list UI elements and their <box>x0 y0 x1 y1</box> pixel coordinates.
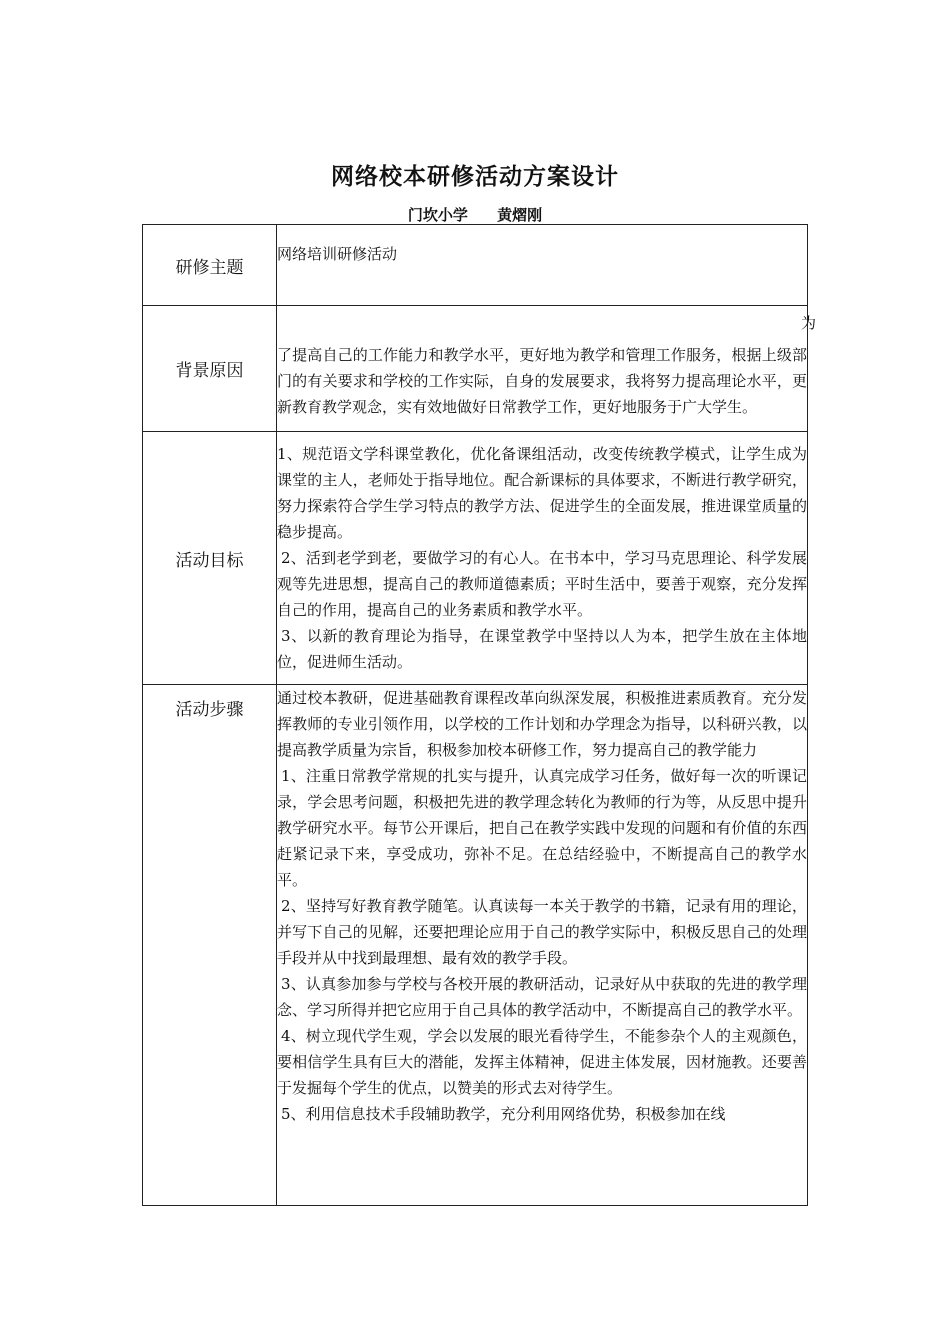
goal-item-2: 2、活到老学到老，要做学习的有心人。在书本中，学习马克思理论、科学发展观等先进思想，提高自己的教师道德素质；平时生活中，要善于观察，充分发挥自己的作用，提高自己的业务素质和教学水平。 <box>277 549 807 619</box>
label-goals: 活动目标 <box>143 432 277 685</box>
document-subtitle <box>0 204 950 225</box>
row-goals <box>143 432 808 685</box>
step-item-3: 3、认真参加参与学校与各校开展的教研活动，记录好从中获取的先进的教学理念、学习所得并把它应用于自己具体的教学活动中，不断提高自己的教学水平。 <box>277 975 807 1019</box>
author-name: 黄熠刚 <box>497 206 543 224</box>
plan-table <box>142 224 808 1206</box>
school-name: 门坎小学 <box>407 206 468 224</box>
background-first-char: 为 <box>801 314 817 332</box>
content-steps <box>277 685 808 1206</box>
goal-item-1: 1、规范语文学科课堂教化，优化备课组活动，改变传统教学模式，让学生成为课堂的主人，老师处于指导地位。配合新课标的具体要求，不断进行教学研究，努力探索符合学生学习特点的教学方法、促进学生的全面发展，推进课堂质量的稳步提高。 <box>277 445 807 541</box>
step-item-5: 5、利用信息技术手段辅助教学，充分利用网络优势，积极参加在线 <box>281 1105 726 1123</box>
row-background <box>143 306 808 432</box>
row-theme <box>143 225 808 306</box>
content-goals <box>277 432 808 685</box>
theme-text: 网络培训研修活动 <box>277 245 398 263</box>
goal-item-3: 3、以新的教育理论为指导，在课堂教学中坚持以人为本，把学生放在主体地位，促进师生活动。 <box>277 627 807 671</box>
step-item-4: 4、树立现代学生观，学会以发展的眼光看待学生，不能参杂个人的主观颜色，要相信学生具有巨大的潜能，发挥主体精神，促进主体发展，因材施教。还要善于发掘每个学生的优点，以赞美的形式去对待学生。 <box>277 1027 807 1097</box>
document-title: 网络校本研修活动方案设计 <box>331 163 619 190</box>
background-text: 了提高自己的工作能力和教学水平，更好地为教学和管理工作服务，根据上级部门的有关要求和学校的工作实际，自身的发展要求，我将努力提高理论水平，更新教育教学观念，实有效地做好日常教学工作，更好地服务于广大学生。 <box>277 345 807 416</box>
steps-intro: 通过校本教研，促进基础教育课程改革向纵深发展，积极推进素质教育。充分发挥教师的专业引领作用，以学校的工作计划和办学理念为指导，以科研兴教，以提高教学质量为宗旨，积极参加校本研修工作，努力提高自己的教学能力 <box>277 689 807 759</box>
step-item-1: 1、注重日常教学常规的扎实与提升，认真完成学习任务，做好每一次的听课记录，学会思考问题，积极把先进的教学理念转化为教师的行为等，从反思中提升教学研究水平。每节公开课后，把自己在教学实践中发现的问题和有价值的东西赶紧记录下来，享受成功，弥补不足。在总结经验中，不断提高自己的教学水平。 <box>277 767 807 889</box>
content-theme <box>277 225 808 306</box>
content-background <box>277 306 808 432</box>
row-steps <box>143 685 808 1206</box>
step-item-2: 2、坚持写好教育教学随笔。认真读每一本关于教学的书籍，记录有用的理论，并写下自己的见解，还要把理论应用于自己的教学实际中，积极反思自己的处理手段并从中找到最理想、最有效的教学手段。 <box>277 897 807 967</box>
label-theme: 研修主题 <box>143 225 277 306</box>
label-background: 背景原因 <box>143 306 277 432</box>
label-steps: 活动步骤 <box>143 685 277 1206</box>
